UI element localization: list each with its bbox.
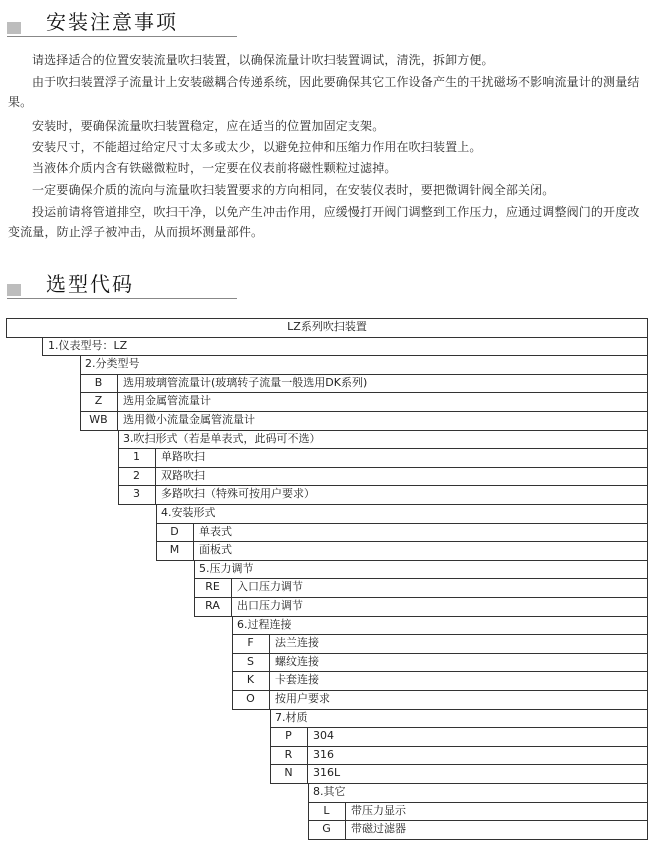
option-code: G	[322, 822, 331, 836]
option-code: R	[284, 747, 293, 761]
section-header-model-code	[0, 266, 240, 306]
option-desc: 法兰连接	[275, 636, 319, 650]
option-desc: 316	[313, 747, 334, 761]
option-desc: 按用户要求	[275, 692, 330, 705]
option-desc: 选用微小流量金属管流量计	[123, 413, 255, 426]
table-header-label: LZ系列吹扫装置	[287, 320, 367, 333]
section-title: 选型代码	[46, 272, 134, 296]
option-desc: 多路吹扫（特殊可按用户要求）	[161, 487, 315, 501]
option-desc: 入口压力调节	[237, 580, 303, 594]
option-code: RA	[205, 599, 220, 612]
option-code: M	[169, 543, 180, 557]
option-code: 2	[133, 468, 140, 482]
option-code: B	[94, 375, 103, 389]
option-code: D	[170, 524, 179, 538]
paragraph: 由于吹扫装置浮子流量计上安装磁耦合传递系统，因此要确保其它工作设备产生的干扰磁场不影响流量计的测量结果。	[8, 75, 640, 109]
option-code: 3	[133, 487, 140, 501]
option-desc: 带压力显示	[351, 803, 406, 817]
paragraph: 安装尺寸，不能超过给定尺寸太多或太少，以避免拉伸和压缩力作用在吹扫装置上。	[32, 140, 482, 154]
level-title-label: 4.安装形式	[161, 506, 216, 519]
level-title-label: 3.吹扫形式（若是单表式，此码可不选）	[123, 431, 321, 445]
level-title-label: 5.压力调节	[199, 561, 254, 575]
option-desc: 单路吹扫	[161, 450, 205, 464]
option-desc: 316L	[313, 766, 341, 780]
paragraph: 当液体介质内含有铁磁微粒时，一定要在仪表前将磁性颗粒过滤掉。	[32, 161, 397, 175]
level-title-label: 6.过程连接	[237, 617, 292, 631]
option-code: K	[246, 673, 255, 687]
paragraph: 投运前请将管道排空，吹扫干净，以免产生冲击作用，应缓慢打开阀门调整到工作压力，应通过调整阀门的开度改变流量，防止浮子被冲击，从而损坏测量部件。	[8, 205, 640, 239]
option-code: RE	[205, 580, 220, 594]
option-code: O	[246, 692, 255, 705]
option-code: F	[247, 636, 254, 650]
option-desc: 螺纹连接	[275, 654, 319, 668]
option-desc: 卡套连接	[275, 673, 319, 687]
section-header-install-notes	[0, 4, 240, 44]
option-desc: 选用金属管流量计	[123, 394, 211, 408]
paragraph: 安装时，要确保流量吹扫装置稳定，应在适当的位置加固定支架。	[32, 119, 385, 133]
section-square-icon	[7, 284, 21, 296]
paragraph: 一定要确保介质的流向与流量吹扫装置要求的方向相同，在安装仪表时，要把微调针阀全部关闭。	[32, 183, 555, 197]
section-rule	[7, 298, 237, 299]
option-desc: 带磁过滤器	[351, 822, 406, 836]
section-square-icon	[7, 22, 21, 34]
option-desc: 出口压力调节	[237, 599, 303, 612]
section-rule	[7, 36, 237, 37]
level-title-label: 1.仪表型号：LZ	[48, 338, 128, 352]
option-desc: 选用玻璃管流量计(玻璃转子流量一般选用DK系列)	[123, 375, 368, 389]
section-title: 安装注意事项	[46, 10, 178, 34]
option-desc: 304	[313, 729, 334, 743]
option-code: N	[284, 766, 293, 780]
option-code: P	[285, 729, 292, 743]
level-title-label: 2.分类型号	[85, 357, 140, 371]
option-code: 1	[133, 450, 140, 464]
option-code: WB	[89, 413, 108, 426]
option-code: S	[247, 654, 254, 668]
option-desc: 双路吹扫	[161, 468, 205, 482]
option-desc: 单表式	[199, 524, 232, 538]
option-code: L	[323, 803, 330, 817]
option-code: Z	[94, 394, 103, 408]
level-title-label: 8.其它	[313, 785, 346, 798]
level-title-label: 7.材质	[275, 710, 308, 724]
option-desc: 面板式	[199, 543, 232, 557]
paragraph: 请选择适合的位置安装流量吹扫装置，以确保流量计吹扫装置调试，清洗，拆卸方便。	[32, 53, 494, 67]
